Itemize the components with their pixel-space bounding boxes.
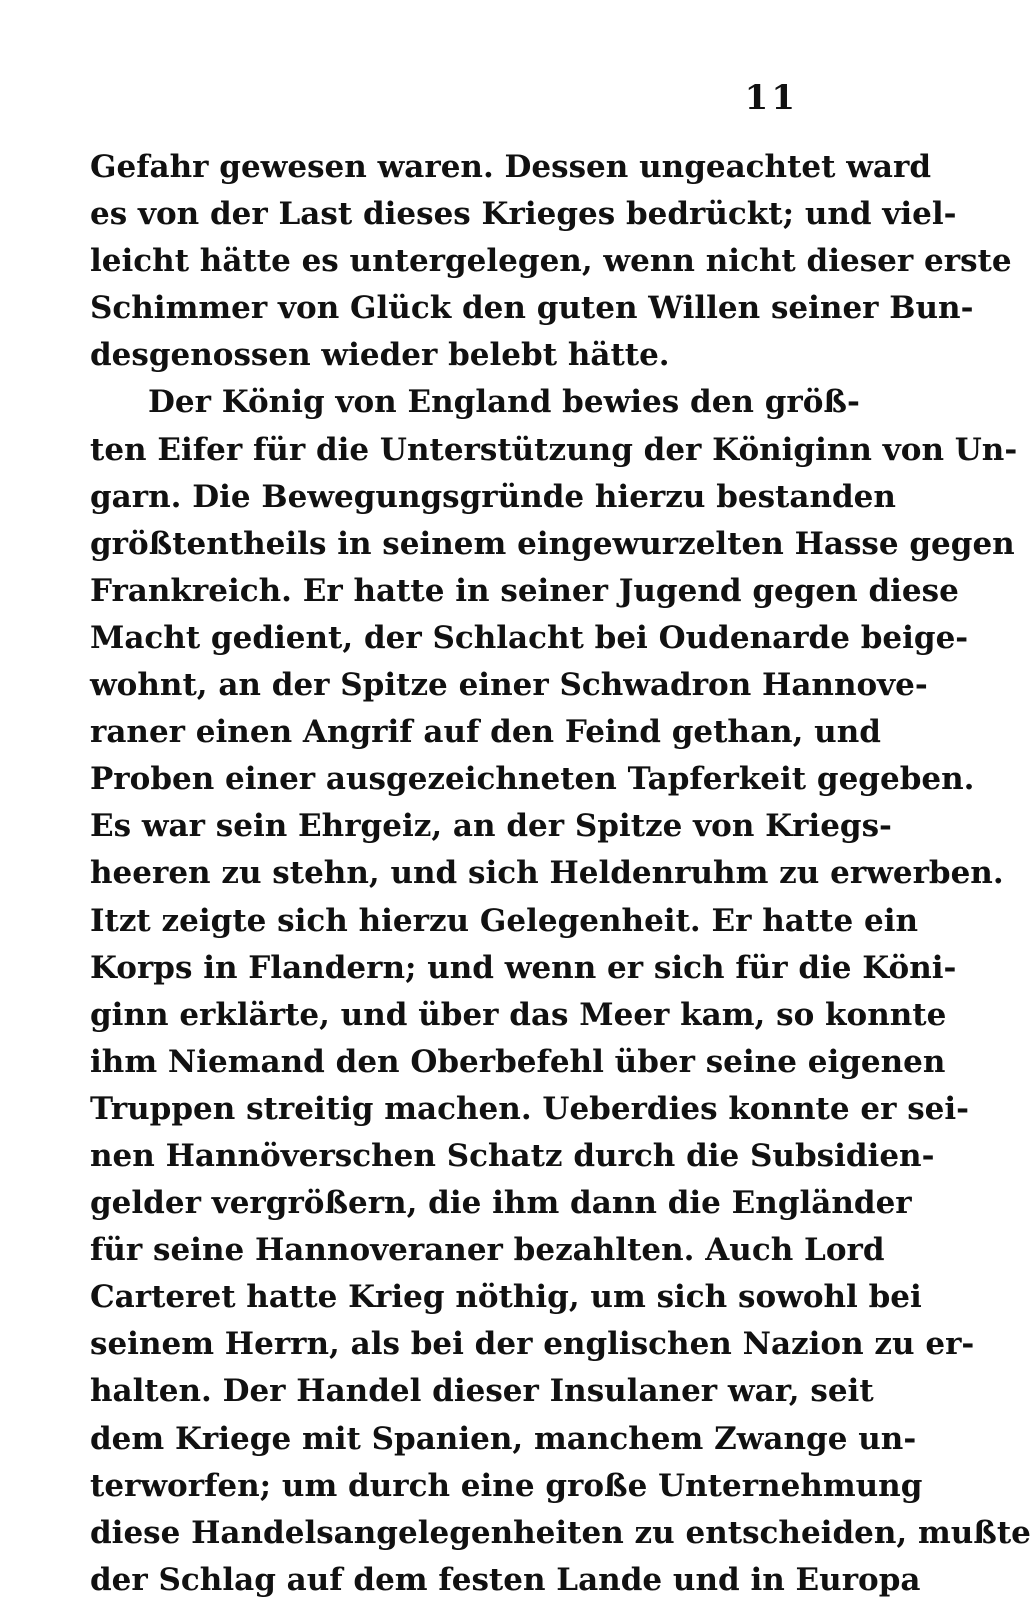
text-line: der Schlag auf dem festen Lande und in Europa <box>90 1561 921 1598</box>
text-line: Frankreich. Er hatte in seiner Jugend gegen diese <box>90 572 959 609</box>
text-line: Korps in Flandern; und wenn er sich für die Köni- <box>90 949 957 986</box>
page-number: 11 <box>744 78 798 118</box>
text-line: Itzt zeigte sich hierzu Gelegenheit. Er hatte ein <box>90 902 919 939</box>
text-line: gelder vergrößern, die ihm dann die Engländer <box>90 1185 912 1222</box>
body-text <box>90 144 1031 1604</box>
text-line: größtentheils in seinem eingewurzelten Hasse gegen <box>90 525 1015 562</box>
text-line: leicht hätte es untergelegen, wenn nicht dieser erste <box>90 243 1012 280</box>
text-line: heeren zu stehn, und sich Heldenruhm zu erwerben. <box>90 855 1004 892</box>
text-line: Carteret hatte Krieg nöthig, um sich sowohl bei <box>90 1279 922 1316</box>
text-line: nen Hannöverschen Schatz durch die Subsidien- <box>90 1137 935 1174</box>
text-line: raner einen Angrif auf den Feind gethan, und <box>90 714 881 751</box>
text-line: garn. Die Bewegungsgründe hierzu bestanden <box>90 478 896 515</box>
paragraph-start-line: Der König von England bewies den größ- <box>148 384 860 421</box>
text-line: diese Handelsangelegenheiten zu entscheiden, mußte <box>90 1514 1031 1551</box>
text-line: seinem Herrn, als bei der englischen Nazion zu er- <box>90 1326 975 1363</box>
text-line: terworfen; um durch eine große Unternehmung <box>90 1467 923 1504</box>
text-line: halten. Der Handel dieser Insulaner war, seit <box>90 1373 874 1410</box>
text-line: Truppen streitig machen. Ueberdies konnte er sei- <box>90 1090 970 1127</box>
text-line: Gefahr gewesen waren. Dessen ungeachtet ward <box>90 149 932 185</box>
text-line: Macht gedient, der Schlacht bei Oudenarde beige- <box>90 619 969 656</box>
text-line: es von der Last dieses Krieges bedrückt; und viel- <box>90 196 957 233</box>
text-line: ten Eifer für die Unterstützung der Königinn von Un- <box>90 431 1018 468</box>
text-line: Proben einer ausgezeichneten Tapferkeit gegeben. <box>90 761 975 798</box>
text-line: Schimmer von Glück den guten Willen seiner Bun- <box>90 290 974 327</box>
text-line: ginn erklärte, und über das Meer kam, so konnte <box>90 996 947 1033</box>
text-line: Es war sein Ehrgeiz, an der Spitze von Kriegs- <box>90 808 892 845</box>
paragraph-end-line: desgenossen wieder belebt hätte. <box>90 337 670 374</box>
text-line: dem Kriege mit Spanien, manchem Zwange un- <box>90 1420 917 1457</box>
text-line: wohnt, an der Spitze einer Schwadron Hannove- <box>90 667 928 704</box>
text-line: für seine Hannoveraner bezahlten. Auch Lord <box>90 1232 885 1269</box>
text-line: ihm Niemand den Oberbefehl über seine eigenen <box>90 1043 946 1080</box>
